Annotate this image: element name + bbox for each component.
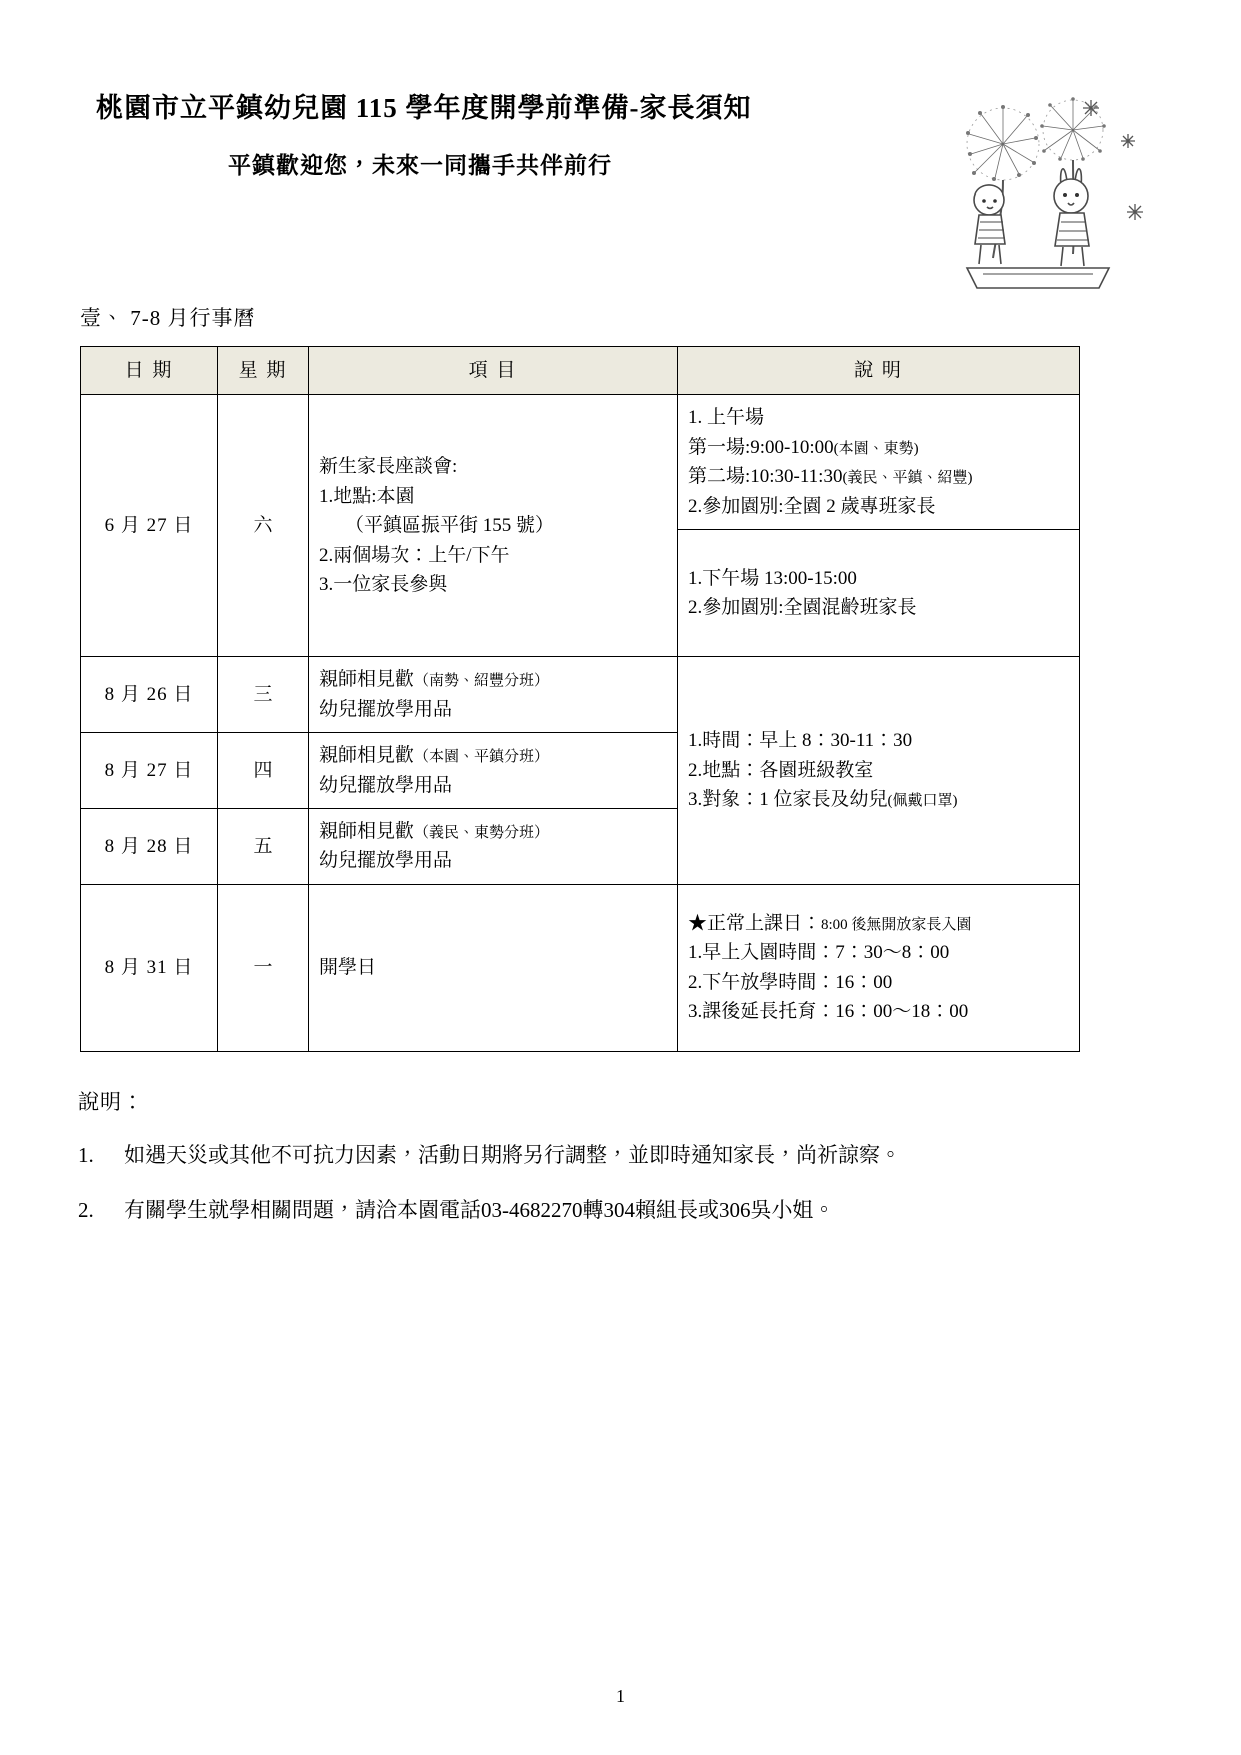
cell-item — [309, 657, 678, 733]
note-number: 2. — [78, 1198, 94, 1223]
item-line: 幼兒擺放學用品 — [319, 774, 453, 796]
desc-line — [688, 433, 1069, 462]
desc-line: 3.課後延長托育：16：00～18：00 — [688, 1001, 969, 1023]
notes-label: 說明： — [78, 1089, 144, 1114]
desc-text: 第一場:9:00-10:00 — [688, 436, 834, 458]
item-line — [319, 817, 667, 846]
item-line — [319, 741, 667, 770]
note-item — [78, 1195, 1163, 1227]
desc-line: 1.早上入園時間：7：30～8：00 — [688, 942, 950, 964]
cell-date: 8 月 31 日 — [81, 884, 218, 1051]
cell-weekday: 三 — [218, 657, 309, 733]
item-text: 親師相見歡 — [319, 745, 415, 767]
item-note: （南勢、紹豐分班） — [414, 673, 550, 690]
item-line — [319, 665, 667, 694]
calendar-table — [80, 346, 1080, 1052]
item-line: 新生家長座談會: — [319, 456, 458, 478]
cell-item — [309, 395, 678, 657]
cell-item: 開學日 — [309, 884, 678, 1051]
cell-description-meet — [678, 657, 1080, 885]
cell-description-morning — [678, 395, 1080, 530]
desc-text: 第二場:10:30-11:30 — [688, 466, 843, 488]
cell-date: 8 月 26 日 — [81, 657, 218, 733]
desc-text: 3.對象：1 位家長及幼兒 — [688, 789, 888, 811]
desc-note: 8:00 後無開放家長入園 — [821, 916, 972, 933]
page-title: 桃園市立平鎮幼兒園 115 學年度開學前準備-家長須知 — [96, 93, 752, 123]
header-weekday: 星 期 — [218, 347, 309, 395]
desc-line — [688, 785, 1069, 814]
item-line: 幼兒擺放學用品 — [319, 698, 453, 720]
header-date: 日 期 — [81, 347, 218, 395]
note-item — [78, 1140, 1163, 1172]
table-row — [81, 884, 1080, 1051]
desc-note: (佩戴口罩) — [887, 793, 958, 810]
section-heading: 壹、 7-8 月行事曆 — [80, 306, 256, 330]
table-header-row — [81, 347, 1080, 395]
cell-description-afternoon — [678, 530, 1080, 657]
table-row — [81, 657, 1080, 733]
note-number: 1. — [78, 1142, 94, 1167]
document-header — [78, 90, 1163, 240]
desc-line: 2.下午放學時間：16：00 — [688, 971, 893, 993]
desc-line — [688, 462, 1069, 491]
cell-description-openday — [678, 884, 1080, 1051]
item-line: 2.兩個場次：上午/下午 — [319, 544, 510, 566]
cell-weekday: 五 — [218, 808, 309, 884]
desc-line: 1.下午場 13:00-15:00 — [688, 567, 857, 589]
desc-line — [688, 909, 1069, 938]
item-note: （本園、平鎮分班） — [414, 749, 550, 766]
desc-line: 2.參加園別:全園混齡班家長 — [688, 597, 917, 619]
cell-date: 8 月 27 日 — [81, 733, 218, 809]
desc-line: 1.時間：早上 8：30-11：30 — [688, 730, 913, 752]
desc-line: 2.參加園別:全園 2 歲專班家長 — [688, 495, 936, 517]
cell-weekday: 四 — [218, 733, 309, 809]
desc-note: (義民、平鎮、紹豐) — [842, 470, 973, 487]
desc-line: 1. 上午場 — [688, 407, 765, 429]
header-description: 說 明 — [678, 347, 1080, 395]
note-text: 有關學生就學相關問題，請洽本園電話03-4682270轉304賴組長或306吳小姐。 — [124, 1198, 835, 1223]
desc-text: ★正常上課日： — [688, 912, 822, 934]
table-row — [81, 395, 1080, 530]
page-subtitle: 平鎮歡迎您，未來一同攜手共伴前行 — [228, 152, 612, 178]
item-line: 幼兒擺放學用品 — [319, 850, 453, 872]
cell-item — [309, 733, 678, 809]
cell-date: 8 月 28 日 — [81, 808, 218, 884]
item-text: 親師相見歡 — [319, 669, 415, 691]
page-number: 1 — [616, 1686, 625, 1706]
desc-note: (本園、東勢) — [833, 440, 919, 457]
note-text: 如遇天災或其他不可抗力因素，活動日期將另行調整，並即時通知家長，尚祈諒察。 — [124, 1142, 901, 1167]
desc-line: 2.地點：各園班級教室 — [688, 759, 874, 781]
cell-weekday: 六 — [218, 395, 309, 657]
header-item: 項 目 — [309, 347, 678, 395]
item-line: （平鎮區振平街 155 號） — [345, 515, 555, 537]
item-line: 1.地點:本園 — [319, 485, 415, 507]
item-note: （義民、東勢分班） — [414, 824, 550, 841]
cell-item — [309, 808, 678, 884]
bunny-flower-illustration — [923, 82, 1153, 312]
cell-weekday: 一 — [218, 884, 309, 1051]
cell-date: 6 月 27 日 — [81, 395, 218, 657]
item-text: 親師相見歡 — [319, 820, 415, 842]
item-line: 3.一位家長參與 — [319, 573, 448, 595]
